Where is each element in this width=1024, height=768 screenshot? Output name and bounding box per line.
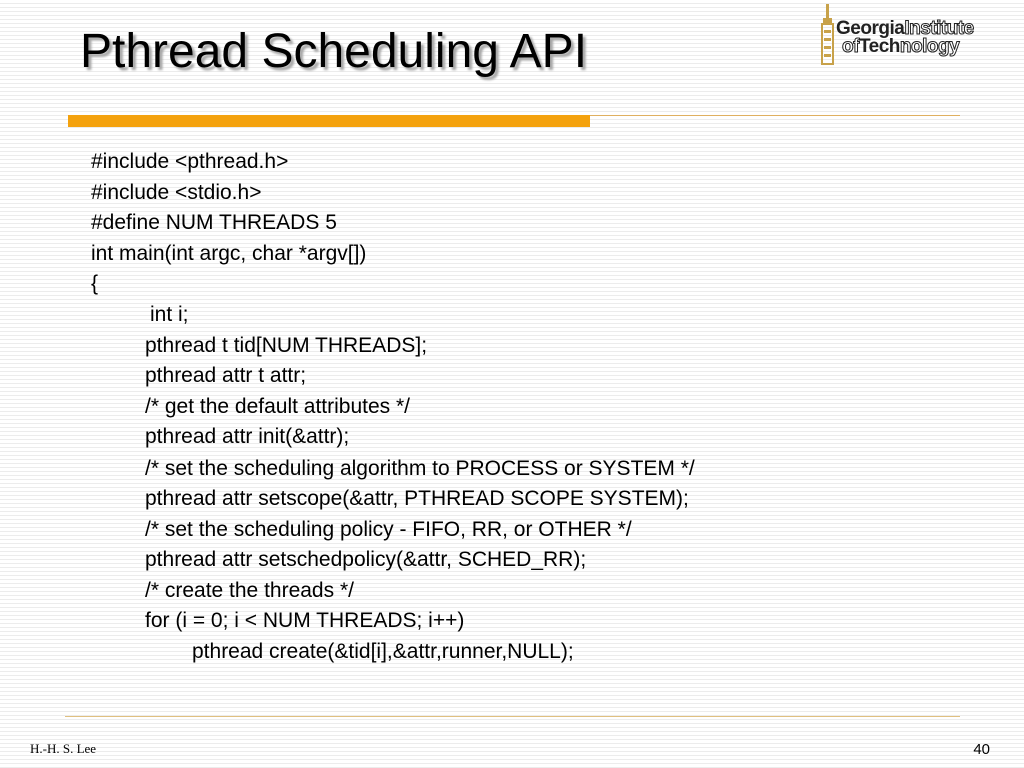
code-line: pthread t tid[NUM THREADS]; <box>145 333 428 357</box>
code-line: int i; <box>150 302 189 326</box>
code-line: { <box>91 272 99 296</box>
code-line: #include <pthread.h> <box>91 150 289 173</box>
code-line: pthread attr setschedpolicy(&attr, SCHED_RR); <box>145 548 587 572</box>
title-accent-bar <box>68 115 590 127</box>
code-line: /* create the threads */ <box>145 578 354 602</box>
logo-of: of <box>842 36 859 57</box>
tech-tower-icon <box>818 4 838 70</box>
code-line: int main(int argc, char *argv[]) <box>91 241 367 265</box>
logo-institute: Institute <box>904 18 974 39</box>
code-line: #define NUM THREADS 5 <box>91 211 337 235</box>
code-block <box>91 147 851 668</box>
footer-divider <box>65 716 960 717</box>
georgia-tech-logo <box>818 4 1014 70</box>
slide-title: Pthread Scheduling API <box>80 25 588 78</box>
logo-tech: Tech <box>858 36 900 57</box>
code-line: #include <stdio.h> <box>91 180 262 204</box>
code-line: /* set the scheduling algorithm to PROCESS or SYSTEM */ <box>145 456 695 480</box>
code-line: /* set the scheduling policy - FIFO, RR, or OTHER */ <box>145 517 632 541</box>
code-line: for (i = 0; i < NUM THREADS; i++) <box>145 609 465 633</box>
code-line: pthread attr init(&attr); <box>145 425 350 449</box>
code-line: pthread create(&tid[i],&attr,runner,NULL); <box>192 639 574 663</box>
code-line: /* get the default attributes */ <box>145 394 411 418</box>
title-divider <box>590 115 960 116</box>
page-number: 40 <box>973 741 990 758</box>
logo-nology: nology <box>899 36 960 57</box>
code-line: pthread attr t attr; <box>145 364 307 388</box>
code-line: pthread attr setscope(&attr, PTHREAD SCOPE SYSTEM); <box>145 486 689 510</box>
logo-georgia: Georgia <box>836 18 905 39</box>
logo-line-2 <box>842 36 959 58</box>
footer-author: H.-H. S. Lee <box>30 741 97 756</box>
